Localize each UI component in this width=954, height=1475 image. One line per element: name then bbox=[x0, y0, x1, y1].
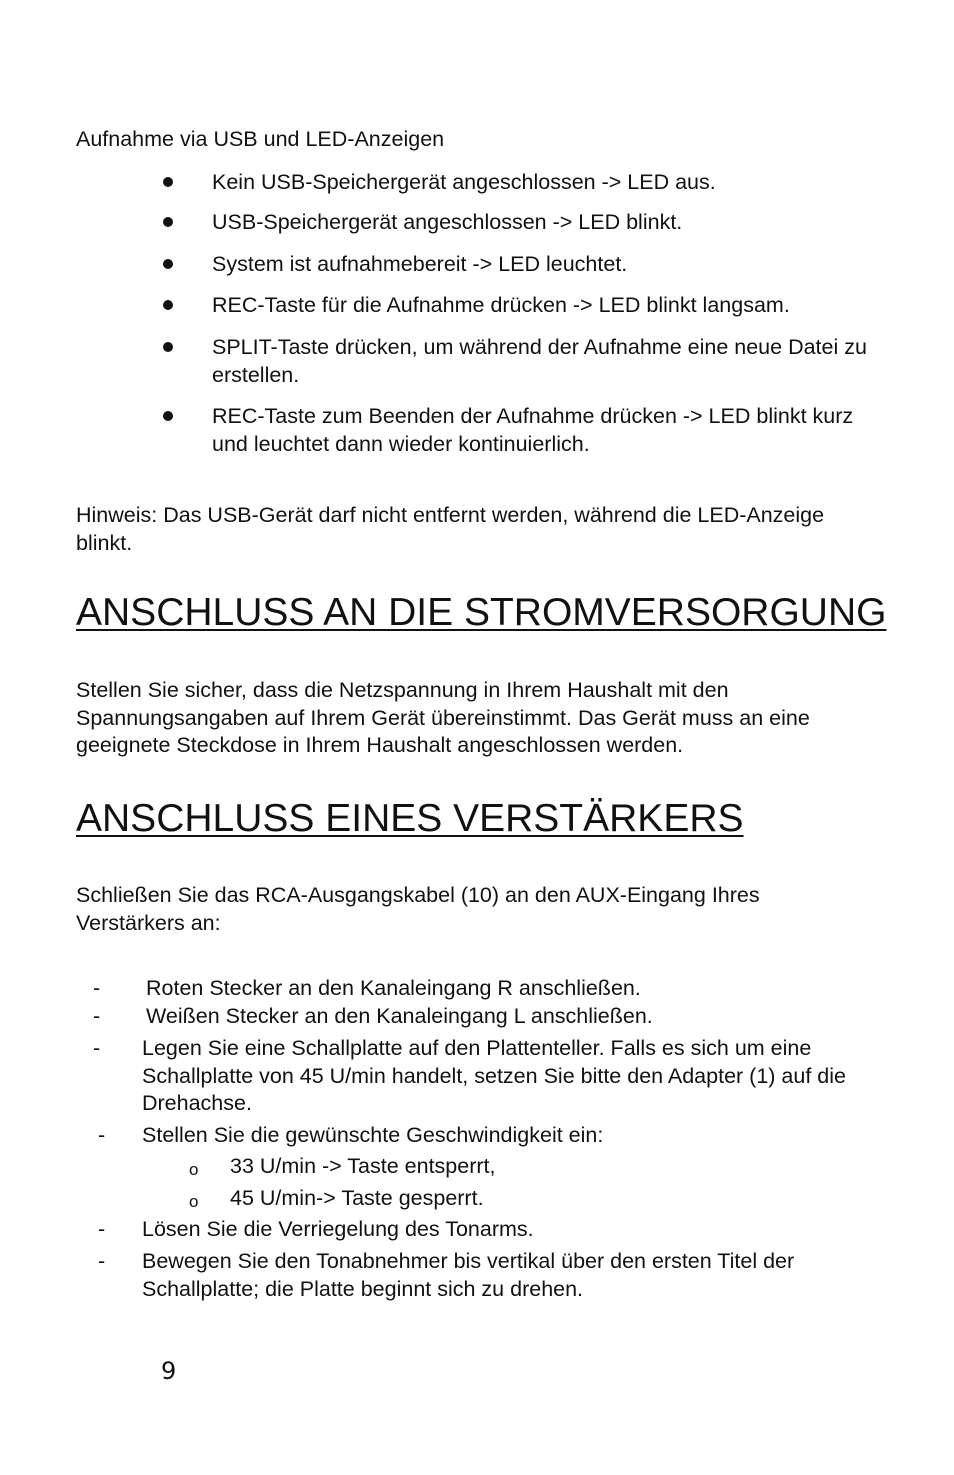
list-item-text: Kein USB-Speichergerät angeschlossen -> LED aus. bbox=[212, 170, 716, 194]
bullet-icon bbox=[163, 300, 173, 310]
dash-marker: - bbox=[93, 1004, 101, 1028]
speed-option-text: 45 U/min-> Taste gesperrt. bbox=[230, 1186, 484, 1210]
list-item-text: System ist aufnahmebereit -> LED leuchtet. bbox=[212, 252, 628, 276]
bullet-icon bbox=[163, 177, 173, 187]
dash-marker: - bbox=[98, 1217, 106, 1241]
dash-marker: - bbox=[93, 1036, 101, 1060]
bullet-icon bbox=[163, 342, 173, 352]
dash-marker: - bbox=[98, 1123, 106, 1147]
page-number: 9 bbox=[161, 1357, 177, 1385]
amplifier-heading: ANSCHLUSS EINES VERSTÄRKERS bbox=[76, 797, 744, 840]
list-item-text: Roten Stecker an den Kanaleingang R anschließen. bbox=[146, 976, 641, 1000]
bullet-icon bbox=[163, 259, 173, 269]
list-item-text: Weißen Stecker an den Kanaleingang L anschließen. bbox=[146, 1004, 653, 1028]
list-item-text: REC-Taste für die Aufnahme drücken -> LED blinkt langsam. bbox=[212, 293, 790, 317]
bullet-icon bbox=[163, 217, 173, 227]
usb-recording-title: Aufnahme via USB und LED-Anzeigen bbox=[76, 127, 445, 151]
dash-marker: - bbox=[93, 976, 101, 1000]
list-item-text: Lösen Sie die Verriegelung des Tonarms. bbox=[142, 1217, 534, 1241]
circle-bullet-icon: o bbox=[189, 1192, 199, 1211]
list-item-text: REC-Taste zum Beenden der Aufnahme drücken -> LED blinkt kurz und leuchtet dann wieder kontinuierlich. bbox=[212, 404, 854, 456]
power-paragraph: Stellen Sie sicher, dass die Netzspannung in Ihrem Haushalt mit den Spannungsangaben auf Ihrem Gerät übereinstimmt. Das Gerät muss an eine geeignete Steckdose in Ihrem Haushalt angeschlossen werden. bbox=[76, 678, 810, 757]
usb-note: Hinweis: Das USB-Gerät darf nicht entfernt werden, während die LED-Anzeige blinkt. bbox=[76, 503, 825, 555]
bullet-icon bbox=[163, 411, 173, 421]
list-item-text: Stellen Sie die gewünschte Geschwindigkeit ein: bbox=[142, 1123, 604, 1147]
dash-marker: - bbox=[98, 1249, 106, 1273]
list-item-text: SPLIT-Taste drücken, um während der Aufnahme eine neue Datei zu erstellen. bbox=[212, 335, 867, 387]
list-item-text: USB-Speichergerät angeschlossen -> LED blinkt. bbox=[212, 210, 683, 234]
list-item-text: Legen Sie eine Schallplatte auf den Plattenteller. Falls es sich um eine Schallplatte von 45 U/min handelt, setzen Sie bitte den Adapter (1) auf die Drehachse. bbox=[142, 1036, 846, 1115]
circle-bullet-icon: o bbox=[189, 1160, 199, 1179]
speed-option-text: 33 U/min -> Taste entsperrt, bbox=[230, 1154, 496, 1178]
list-item-text: Bewegen Sie den Tonabnehmer bis vertikal über den ersten Titel der Schallplatte; die Platte beginnt sich zu drehen. bbox=[142, 1249, 795, 1301]
power-heading: ANSCHLUSS AN DIE STROMVERSORGUNG bbox=[76, 591, 887, 634]
amplifier-paragraph: Schließen Sie das RCA-Ausgangskabel (10) an den AUX-Eingang Ihres Verstärkers an: bbox=[76, 883, 760, 935]
